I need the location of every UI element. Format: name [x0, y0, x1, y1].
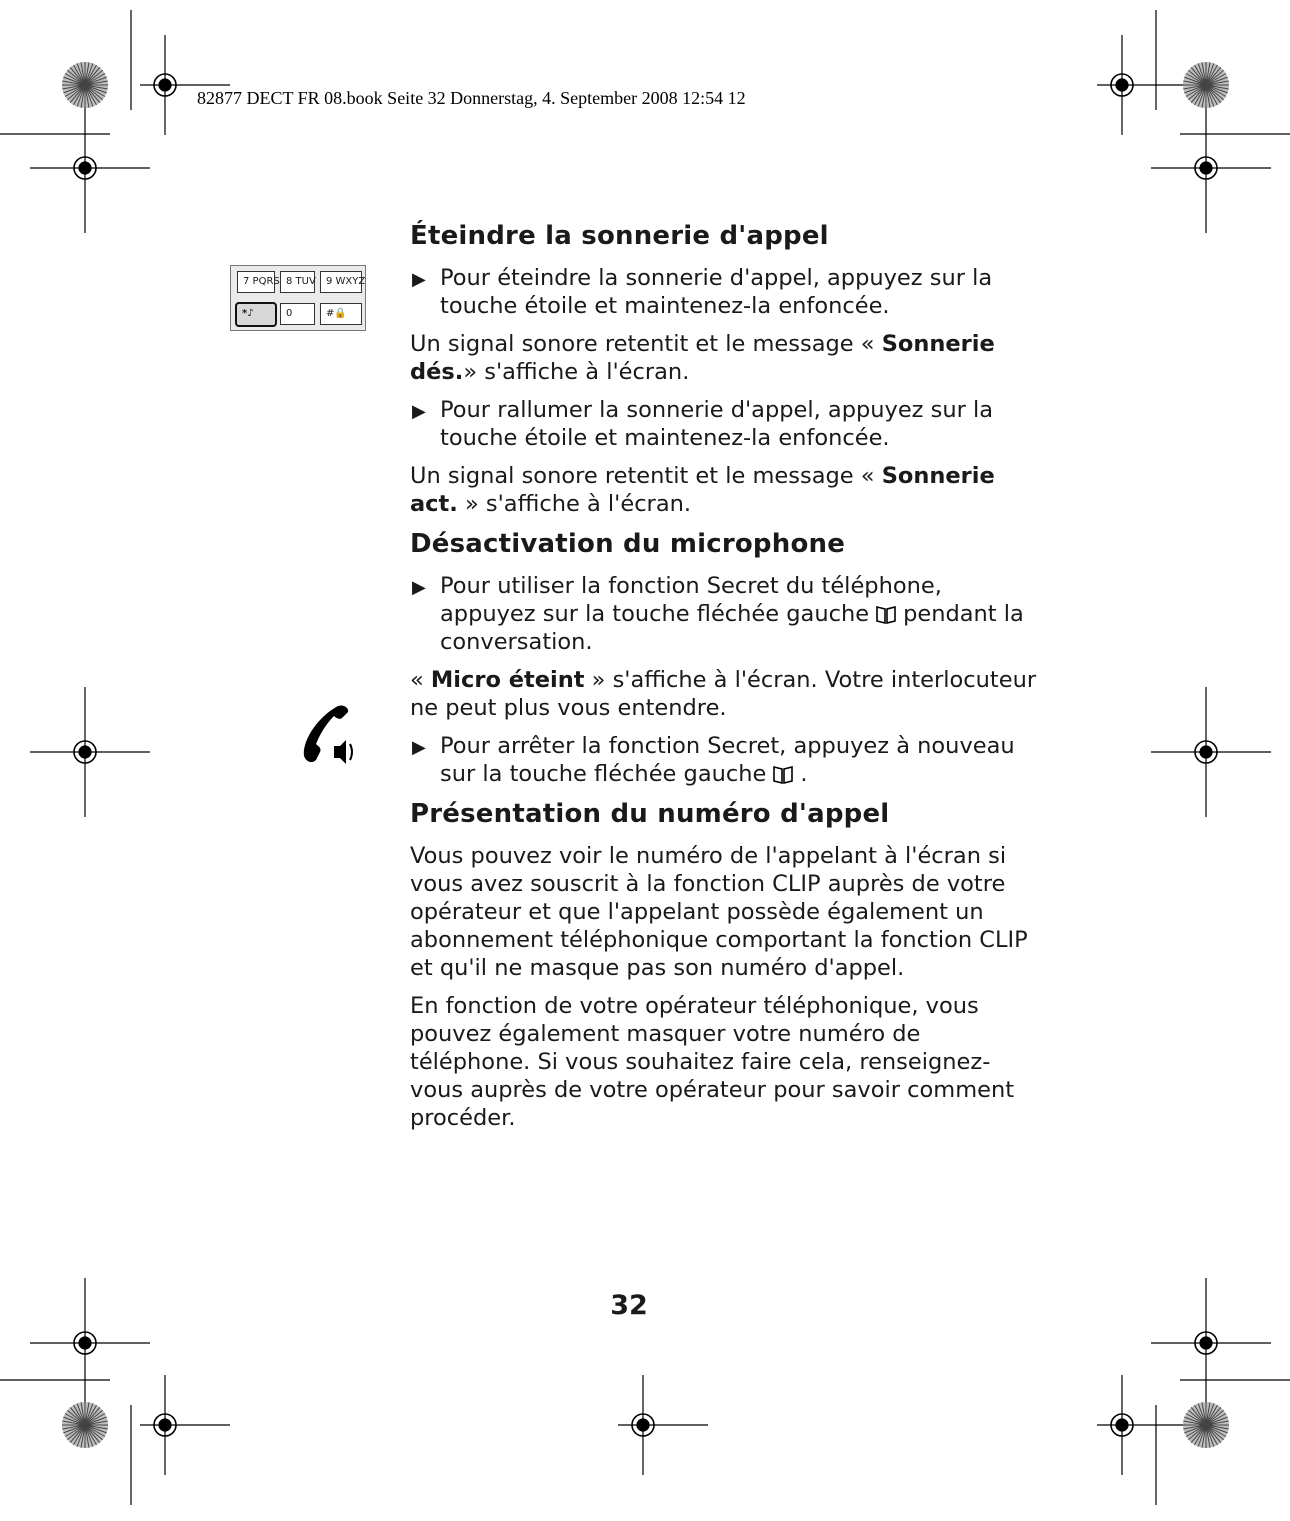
registration-target-icon — [1097, 35, 1187, 135]
key-9: 9 WXYZ — [320, 271, 362, 293]
instruction-item — [410, 732, 1040, 788]
key-star: *♪ — [235, 302, 277, 327]
registration-target-icon — [1151, 687, 1271, 817]
instruction-text: Pour arrêter la fonction Secret, appuyez à nouveau sur la touche fléchée gauche . — [440, 733, 1015, 787]
registration-target-icon — [618, 1375, 708, 1475]
instruction-item — [410, 264, 1040, 320]
starburst-icon — [1183, 62, 1229, 108]
starburst-icon — [1183, 1402, 1229, 1448]
display-message: Sonnerie dés. — [410, 331, 995, 385]
main-content — [410, 220, 1040, 1142]
book-slug-line: 82877 DECT FR 08.book Seite 32 Donnerstag, 4. September 2008 12:54 12 — [197, 88, 746, 108]
registration-target-icon — [30, 687, 150, 817]
key-hash: #🔒 — [320, 303, 362, 325]
keypad-star-key-icon — [230, 265, 366, 331]
instruction-text: Pour utiliser la fonction Secret du téléphone, appuyez sur la touche fléchée gauche pendant la conversation. — [440, 573, 1024, 655]
instruction-text: Pour éteindre la sonnerie d'appel, appuyez sur la touche étoile et maintenez-la enfoncée. — [440, 265, 993, 319]
registration-target-icon — [1097, 1375, 1187, 1475]
result-text: Un signal sonore retentit et le message « Sonnerie act. » s'affiche à l'écran. — [410, 463, 995, 517]
instruction-item — [410, 572, 1040, 656]
key-0: 0 — [280, 303, 315, 325]
instruction-text: Pour rallumer la sonnerie d'appel, appuyez sur la touche étoile et maintenez-la enfoncée. — [440, 397, 994, 451]
registration-target-icon — [1151, 103, 1271, 233]
instruction-item — [410, 396, 1040, 452]
body-paragraph: Vous pouvez voir le numéro de l'appelant à l'écran si vous avez souscrit à la fonction CLIP auprès de votre opérateur et que l'appelant possède également un abonnement téléphonique comportant la fonction CLIP et qu'il ne masque pas son numéro d'appel. — [410, 843, 1028, 981]
phone-speaker-icon — [302, 702, 358, 770]
section-title-sonnerie: Éteindre la sonnerie d'appel — [410, 221, 829, 251]
registration-target-icon — [140, 35, 230, 135]
display-message: Sonnerie act. — [410, 463, 995, 517]
section-title-microphone: Désactivation du microphone — [410, 529, 846, 559]
result-text: Un signal sonore retentit et le message « Sonnerie dés.» s'affiche à l'écran. — [410, 331, 995, 385]
bullet-arrow-icon: ▶ — [412, 577, 426, 598]
page-number: 32 — [610, 1290, 648, 1321]
registration-target-icon — [140, 1375, 230, 1475]
section-title-clip: Présentation du numéro d'appel — [410, 799, 890, 829]
bullet-arrow-icon: ▶ — [412, 269, 426, 290]
result-text: « Micro éteint » s'affiche à l'écran. Votre interlocuteur ne peut plus vous entendre. — [410, 667, 1037, 721]
starburst-icon — [62, 62, 108, 108]
registration-target-icon — [30, 103, 150, 233]
bullet-arrow-icon: ▶ — [412, 737, 426, 758]
body-paragraph: En fonction de votre opérateur téléphonique, vous pouvez également masquer votre numéro de téléphone. Si vous souhaitez faire cela, renseignez-vous auprès de votre opérateur pour savoir comment procéder. — [410, 993, 1015, 1131]
bullet-arrow-icon: ▶ — [412, 401, 426, 422]
key-8: 8 TUV — [280, 271, 315, 293]
book-icon — [875, 605, 897, 625]
key-7: 7 PQRS — [237, 271, 275, 293]
book-icon — [772, 765, 794, 785]
display-message: Micro éteint — [430, 667, 585, 693]
starburst-icon — [62, 1402, 108, 1448]
